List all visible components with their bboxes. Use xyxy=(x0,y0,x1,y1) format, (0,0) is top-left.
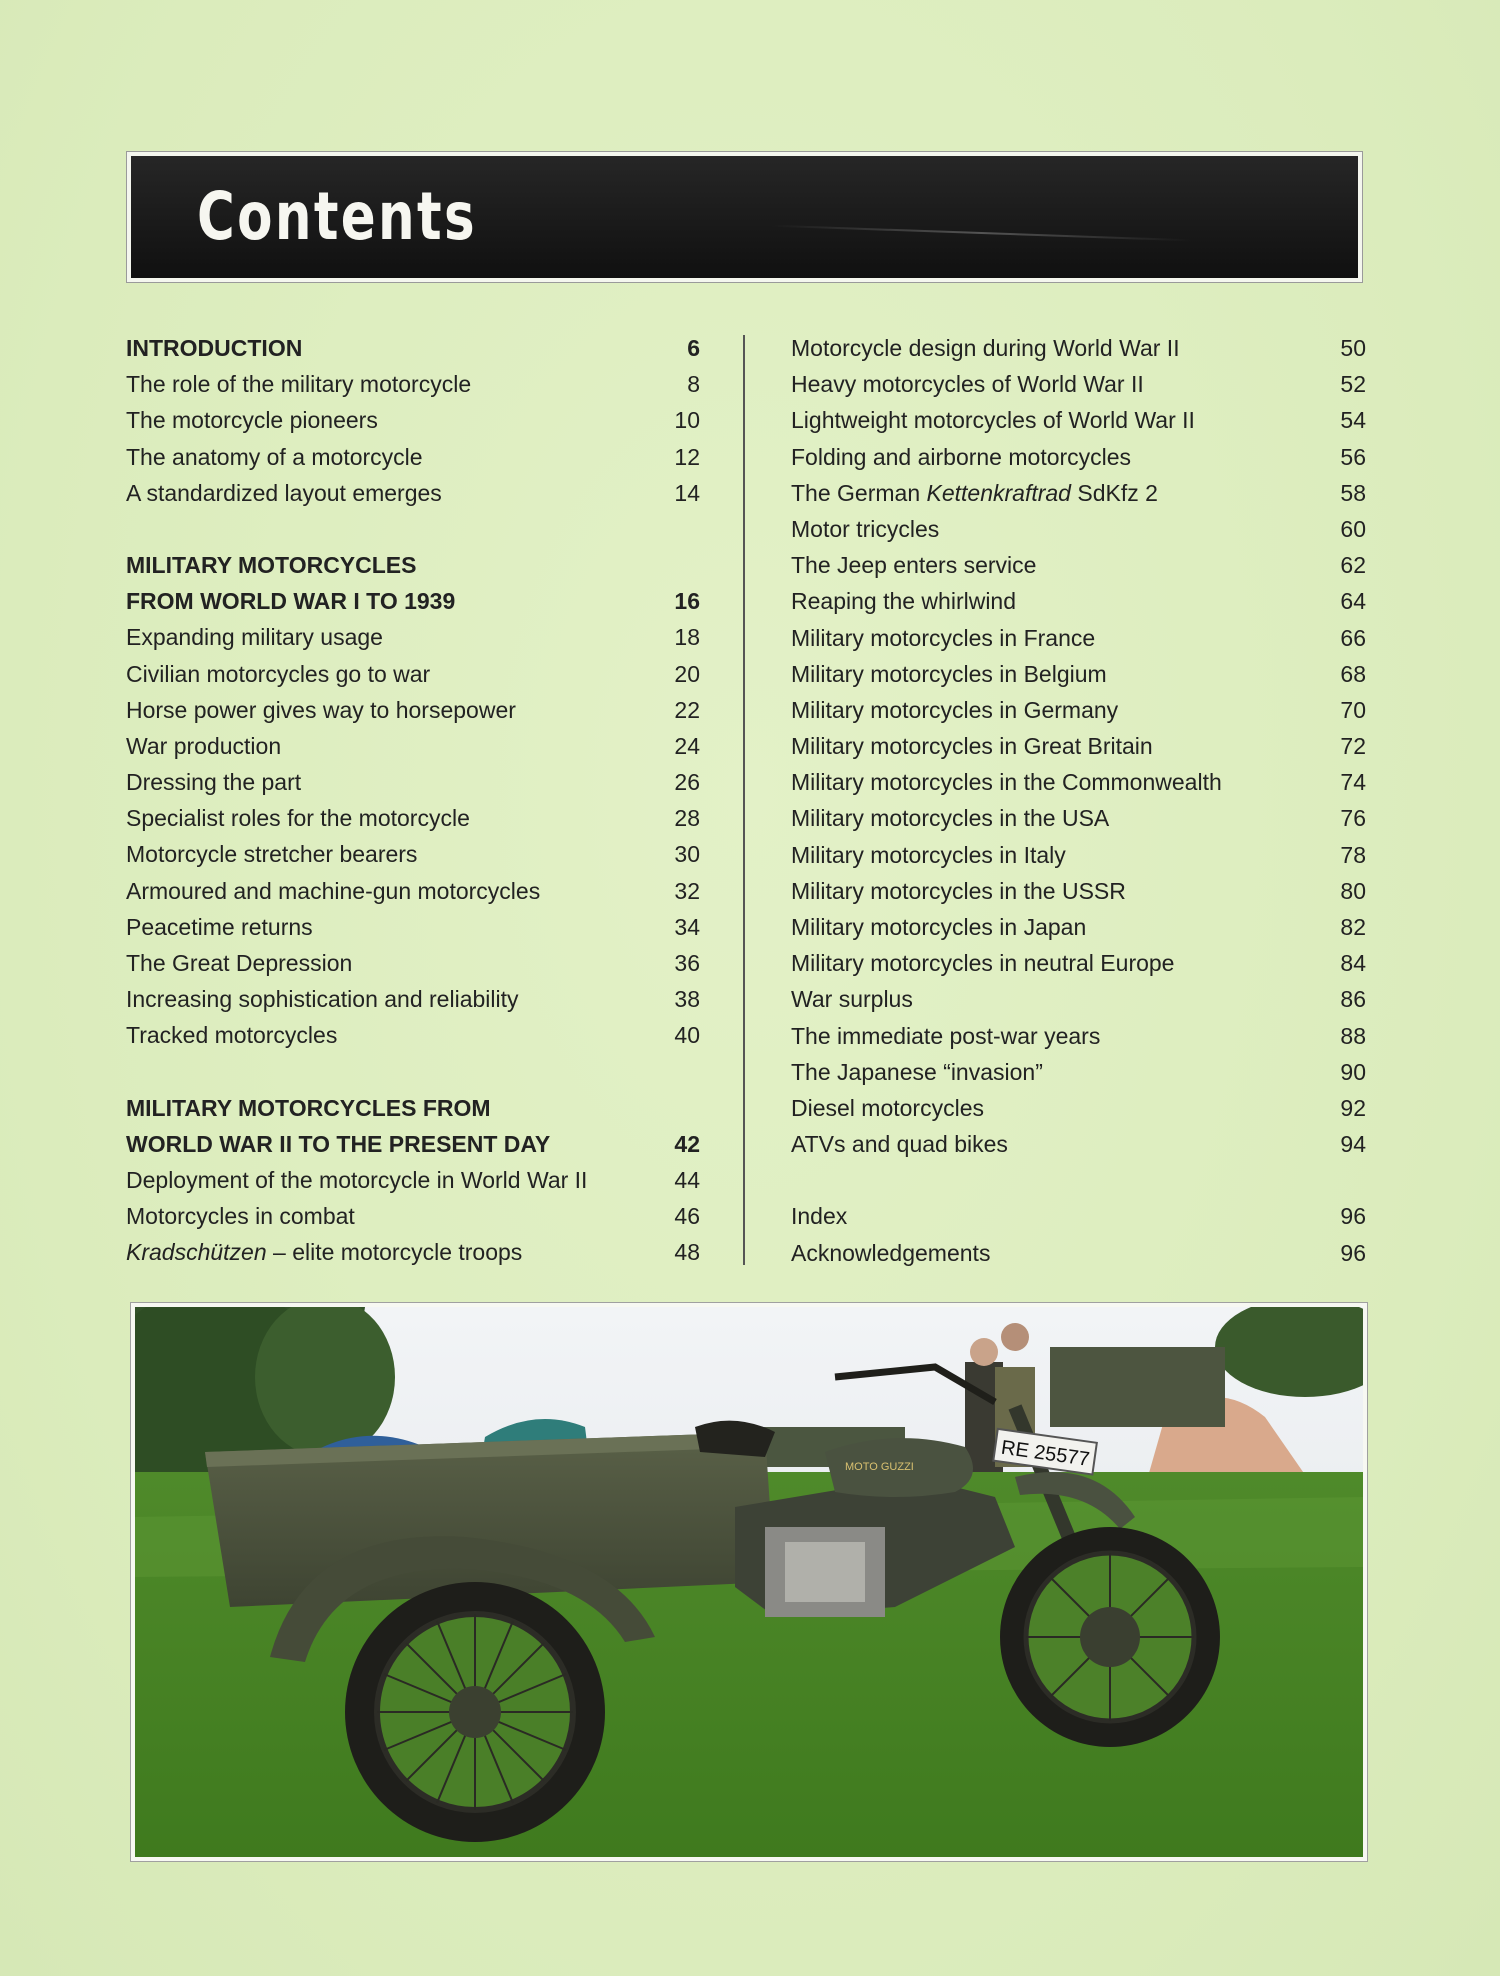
contents-entry[interactable] xyxy=(126,1017,700,1053)
contents-left-column xyxy=(126,330,700,1271)
entry-title-text: Armoured and machine-gun motorcycles xyxy=(126,877,541,904)
entry-title-text: SdKfz 2 xyxy=(1070,479,1158,506)
contents-entry[interactable] xyxy=(791,800,1366,836)
entry-title xyxy=(126,1090,491,1126)
page-number: 70 xyxy=(1340,696,1366,723)
contents-entry[interactable] xyxy=(791,439,1366,475)
entry-title-text: – elite motorcycle troops xyxy=(266,1239,523,1266)
contents-entry[interactable] xyxy=(126,439,700,475)
entry-title xyxy=(791,800,1109,836)
entry-title-text: The role of the military motorcycle xyxy=(126,371,472,398)
page-number: 94 xyxy=(1340,1131,1366,1158)
entry-title xyxy=(791,475,1158,511)
section-heading-row[interactable] xyxy=(126,330,700,366)
contents-entry[interactable] xyxy=(126,656,700,692)
column-divider xyxy=(743,335,745,1265)
entry-title xyxy=(791,1126,1008,1162)
entry-title xyxy=(126,728,281,764)
entry-title-text: War surplus xyxy=(791,986,913,1013)
entry-title-text: Heavy motorcycles of World War II xyxy=(791,371,1144,398)
page-number: 50 xyxy=(1340,335,1366,361)
page-number: 66 xyxy=(1340,624,1366,651)
entry-title-text: Military motorcycles in the Commonwealth xyxy=(791,769,1222,796)
entry-title-text: ATVs and quad bikes xyxy=(791,1131,1008,1158)
contents-right-column xyxy=(791,330,1366,1271)
page-number: 18 xyxy=(674,624,700,651)
contents-entry[interactable] xyxy=(791,366,1366,402)
contents-entry[interactable] xyxy=(126,402,700,438)
page-number: 62 xyxy=(1340,552,1366,579)
page-number: 88 xyxy=(1340,1022,1366,1049)
contents-entry[interactable] xyxy=(791,873,1366,909)
entry-title-text: Acknowledgements xyxy=(791,1239,991,1266)
entry-title xyxy=(791,583,1016,619)
entry-title xyxy=(126,836,417,872)
entry-title-text: Diesel motorcycles xyxy=(791,1094,984,1121)
entry-title-text: Motorcycles in combat xyxy=(126,1203,355,1230)
page-number: 90 xyxy=(1340,1058,1366,1085)
entry-title-text: Military motorcycles in the USSR xyxy=(791,877,1126,904)
section-heading-row[interactable] xyxy=(126,583,700,619)
entry-title xyxy=(126,692,516,728)
page-number: 44 xyxy=(674,1166,700,1193)
section-heading-row[interactable] xyxy=(126,547,700,583)
contents-entry[interactable] xyxy=(126,981,700,1017)
page-number: 14 xyxy=(674,479,700,506)
page-title: Contents xyxy=(197,178,477,255)
page-number: 96 xyxy=(1340,1203,1366,1230)
contents-entry[interactable] xyxy=(126,692,700,728)
entry-title-text: Increasing sophistication and reliability xyxy=(126,986,519,1013)
entry-title xyxy=(126,1234,522,1270)
page-number: 64 xyxy=(1340,588,1366,615)
contents-entry[interactable] xyxy=(126,1198,700,1234)
contents-entry[interactable] xyxy=(791,475,1366,511)
page-number: 58 xyxy=(1340,479,1366,506)
page-number: 72 xyxy=(1340,733,1366,760)
contents-entry[interactable] xyxy=(791,837,1366,873)
entry-title xyxy=(791,909,1086,945)
entry-title xyxy=(126,402,378,438)
page-number: 84 xyxy=(1340,950,1366,977)
entry-title-text: MILITARY MOTORCYCLES FROM xyxy=(126,1094,491,1121)
entry-title-italic: Kettenkraftrad xyxy=(926,479,1071,506)
entry-title-text: WORLD WAR II TO THE PRESENT DAY xyxy=(126,1130,551,1157)
entry-title xyxy=(126,800,470,836)
page-number: 46 xyxy=(674,1203,700,1230)
entry-title-text: Horse power gives way to horsepower xyxy=(126,696,516,723)
entry-title-text: Motorcycle design during World War II xyxy=(791,335,1180,361)
entry-title xyxy=(791,837,1066,873)
entry-title xyxy=(126,547,417,583)
entry-title-text: Dressing the part xyxy=(126,769,302,796)
entry-title xyxy=(126,1162,587,1198)
entry-title xyxy=(126,439,423,475)
page-number: 38 xyxy=(674,986,700,1013)
section-heading-row[interactable] xyxy=(126,1090,700,1126)
contents-entry[interactable] xyxy=(791,1090,1366,1126)
page-number: 8 xyxy=(687,371,700,398)
entry-title xyxy=(791,1054,1043,1090)
entry-title-text: Military motorcycles in Belgium xyxy=(791,660,1107,687)
entry-title xyxy=(126,656,430,692)
entry-title-text: Index xyxy=(791,1203,848,1230)
entry-title-text: Folding and airborne motorcycles xyxy=(791,443,1132,470)
contents-entry[interactable] xyxy=(126,800,700,836)
page-number: 92 xyxy=(1340,1094,1366,1121)
contents-entry[interactable] xyxy=(791,511,1366,547)
page-number: 52 xyxy=(1340,371,1366,398)
entry-title xyxy=(791,945,1174,981)
page-number: 28 xyxy=(674,805,700,832)
contents-entry[interactable] xyxy=(791,764,1366,800)
entry-title-text: Motor tricycles xyxy=(791,515,940,542)
entry-title xyxy=(791,1018,1100,1054)
page-number: 96 xyxy=(1340,1239,1366,1266)
entry-title xyxy=(791,692,1118,728)
page-number: 48 xyxy=(674,1239,700,1266)
entry-title xyxy=(126,873,540,909)
contents-entry[interactable] xyxy=(126,619,700,655)
banner-texture xyxy=(771,225,1191,242)
contents-entry[interactable] xyxy=(791,330,1366,366)
page-number: 10 xyxy=(674,407,700,434)
contents-entry[interactable] xyxy=(126,728,700,764)
entry-title-text: Military motorcycles in neutral Europe xyxy=(791,950,1175,977)
entry-title xyxy=(791,1090,984,1126)
page-number: 56 xyxy=(1340,443,1366,470)
section-heading-row[interactable] xyxy=(126,1126,700,1162)
entry-title xyxy=(791,366,1144,402)
entry-title xyxy=(791,873,1126,909)
entry-title-text: Expanding military usage xyxy=(126,624,383,651)
entry-title xyxy=(791,728,1153,764)
entry-title-text: FROM WORLD WAR I TO 1939 xyxy=(126,588,456,615)
page-number: 22 xyxy=(674,696,700,723)
contents-entry[interactable] xyxy=(791,620,1366,656)
entry-title-text: The Jeep enters service xyxy=(791,552,1037,579)
contents-entry[interactable] xyxy=(126,945,700,981)
entry-title-text: Military motorcycles in France xyxy=(791,624,1096,651)
contents-entry[interactable] xyxy=(791,1054,1366,1090)
title-banner xyxy=(127,152,1362,282)
page-number: 32 xyxy=(674,877,700,904)
entry-title-text: Specialist roles for the motorcycle xyxy=(126,805,470,832)
entry-title xyxy=(126,981,519,1017)
page-number: 60 xyxy=(1340,515,1366,542)
contents-entry[interactable] xyxy=(791,945,1366,981)
contents-entry[interactable] xyxy=(791,909,1366,945)
entry-title xyxy=(791,764,1222,800)
entry-title xyxy=(791,981,913,1017)
contents-entry[interactable] xyxy=(126,475,700,511)
entry-title-text: Military motorcycles in Great Britain xyxy=(791,733,1153,760)
contents-entry[interactable] xyxy=(791,692,1366,728)
entry-title-text: Reaping the whirlwind xyxy=(791,588,1017,615)
entry-title-text: The Japanese “invasion” xyxy=(791,1058,1043,1085)
contents-entry[interactable] xyxy=(791,1018,1366,1054)
contents-entry[interactable] xyxy=(126,836,700,872)
page-number: 26 xyxy=(674,769,700,796)
page-number: 42 xyxy=(674,1130,700,1157)
page-number: 16 xyxy=(674,588,700,615)
page-number: 36 xyxy=(674,950,700,976)
contents-entry[interactable] xyxy=(791,656,1366,692)
page-number: 6 xyxy=(687,335,700,361)
entry-title xyxy=(791,511,939,547)
entry-title xyxy=(791,402,1195,438)
entry-title-text: Deployment of the motorcycle in World War II xyxy=(126,1166,588,1193)
entry-title-text: MILITARY MOTORCYCLES xyxy=(126,551,417,578)
page-number: 76 xyxy=(1340,805,1366,832)
contents-entry[interactable] xyxy=(791,728,1366,764)
page-number: 24 xyxy=(674,732,700,759)
entry-title-italic: Kradschützen xyxy=(126,1239,267,1266)
entry-title-text: The immediate post-war years xyxy=(791,1022,1101,1049)
entry-title xyxy=(791,656,1107,692)
entry-title xyxy=(126,1126,550,1162)
page-number: 30 xyxy=(674,841,700,868)
contents-entry[interactable] xyxy=(791,547,1366,583)
section-spacer xyxy=(126,1054,700,1090)
page-number: 40 xyxy=(674,1022,700,1049)
entry-title xyxy=(791,439,1131,475)
contents-entry[interactable] xyxy=(791,402,1366,438)
entry-title xyxy=(126,330,302,366)
contents-entry[interactable] xyxy=(791,583,1366,619)
contents-entry[interactable] xyxy=(126,764,700,800)
page-number: 74 xyxy=(1340,769,1366,796)
page-number: 86 xyxy=(1340,986,1366,1013)
entry-title-text: The Great Depression xyxy=(126,950,353,976)
contents-entry[interactable] xyxy=(791,1126,1366,1162)
contents-entry[interactable] xyxy=(791,1198,1366,1234)
section-spacer xyxy=(126,511,700,547)
entry-title-text: War production xyxy=(126,732,282,759)
entry-title xyxy=(791,330,1180,366)
entry-title xyxy=(126,619,383,655)
entry-title xyxy=(126,945,352,981)
page-number: 34 xyxy=(674,913,700,940)
entry-title xyxy=(126,909,313,945)
tank-badge: MOTO GUZZI xyxy=(845,1461,914,1473)
entry-title xyxy=(791,620,1095,656)
page-number: 80 xyxy=(1340,877,1366,904)
page-number: 12 xyxy=(674,443,700,470)
contents-entry[interactable] xyxy=(126,366,700,402)
contents-entry[interactable] xyxy=(791,1235,1366,1271)
entry-title xyxy=(126,1017,337,1053)
entry-title xyxy=(126,764,301,800)
page-number: 78 xyxy=(1340,841,1366,868)
page-number: 20 xyxy=(674,660,700,687)
entry-title-text: The motorcycle pioneers xyxy=(126,407,378,434)
entry-title-text: Tracked motorcycles xyxy=(126,1022,338,1049)
entry-title-text: Military motorcycles in Germany xyxy=(791,696,1119,723)
contents-entry[interactable] xyxy=(126,909,700,945)
entry-title xyxy=(126,366,471,402)
entry-title-text: Motorcycle stretcher bearers xyxy=(126,841,418,868)
contents-entry[interactable] xyxy=(126,1234,700,1270)
entry-title xyxy=(126,583,455,619)
entry-title xyxy=(791,1198,847,1234)
entry-title-text: A standardized layout emerges xyxy=(126,479,442,506)
contents-entry[interactable] xyxy=(126,873,700,909)
entry-title-text: Lightweight motorcycles of World War II xyxy=(791,407,1195,434)
number-plate-text: RE 25577 xyxy=(999,1436,1091,1471)
entry-title xyxy=(126,1198,355,1234)
entry-title-text: INTRODUCTION xyxy=(126,335,303,361)
page-number: 68 xyxy=(1340,660,1366,687)
entry-title-text: Military motorcycles in Japan xyxy=(791,914,1087,940)
entry-title xyxy=(791,1235,990,1271)
entry-title-text: Peacetime returns xyxy=(126,913,313,940)
page-number: 82 xyxy=(1340,914,1366,940)
entry-title-text: Civilian motorcycles go to war xyxy=(126,660,431,687)
entry-title xyxy=(791,547,1036,583)
section-spacer xyxy=(791,1162,1366,1198)
entry-title-text: The anatomy of a motorcycle xyxy=(126,443,423,470)
entry-title-prefix: The German xyxy=(791,479,927,506)
page-number: 54 xyxy=(1340,407,1366,434)
entry-title-text: Military motorcycles in Italy xyxy=(791,841,1066,868)
motorcycle-photo xyxy=(131,1303,1367,1861)
entry-title-text: Military motorcycles in the USA xyxy=(791,805,1110,832)
contents-entry[interactable] xyxy=(126,1162,700,1198)
entry-title xyxy=(126,475,442,511)
contents-entry[interactable] xyxy=(791,981,1366,1017)
